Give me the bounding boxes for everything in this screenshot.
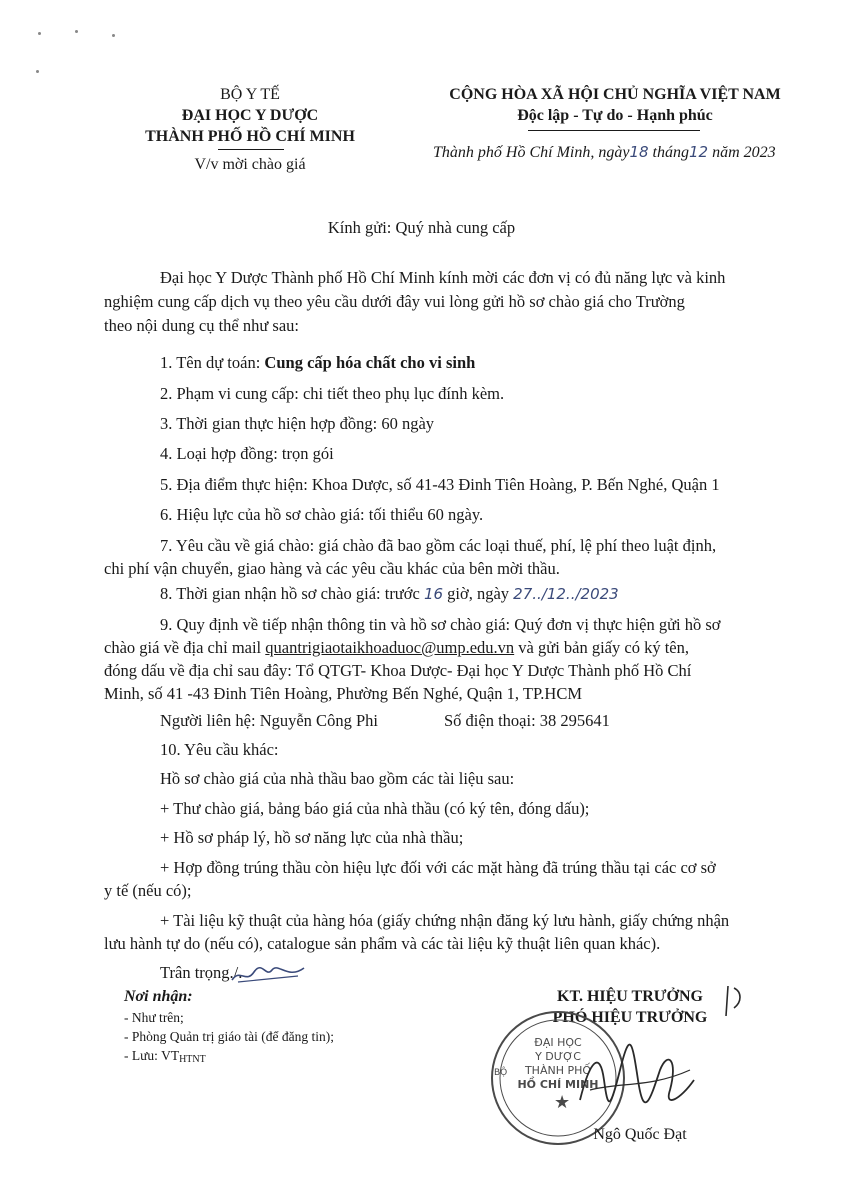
doc-item-1: + Thư chào giá, bảng báo giá của nhà thầu (có ký tên, đóng dấu); (160, 799, 590, 818)
svg-text:★: ★ (554, 1092, 571, 1113)
scan-speck (112, 34, 115, 37)
recipient-3 (124, 1048, 206, 1065)
date-year: năm 2023 (712, 144, 776, 161)
item-10: 10. Yêu cầu khác: (160, 740, 279, 759)
date-month-handwritten: 12 (689, 143, 709, 161)
item-9-line2-suffix: và gửi bản giấy có ký tên, (514, 638, 689, 657)
scan-speck (36, 70, 39, 73)
date-line (433, 143, 776, 162)
initial-scribble (228, 962, 308, 988)
doc-item-4-line1: + Tài liệu kỹ thuật của hàng hóa (giấy chứng nhận đăng ký lưu hành, giấy chứng nhận (160, 911, 730, 930)
recipient-1: - Như trên; (124, 1010, 184, 1025)
stamp-side-text: BỘ (494, 1068, 508, 1078)
closing: Trân trọng./. (160, 963, 243, 982)
recipients-title: Nơi nhận: (124, 988, 193, 1005)
scan-speck (38, 32, 41, 35)
doc-item-3-line1: + Hợp đồng trúng thầu còn hiệu lực đối với các mặt hàng đã trúng thầu tại các cơ sở (160, 858, 716, 877)
intro-line3: theo nội dung cụ thể như sau: (104, 316, 299, 335)
doc-item-4-line2: lưu hành tự do (nếu có), catalogue sản phẩm và các tài liệu kỹ thuật liên quan khác). (104, 934, 661, 953)
item-3: 3. Thời gian thực hiện hợp đồng: 60 ngày (160, 414, 435, 433)
item-8-mid: giờ, ngày (447, 584, 510, 603)
signature-title-1: KT. HIỆU TRƯỞNG (557, 988, 703, 1005)
signer-name: Ngô Quốc Đạt (593, 1126, 687, 1143)
item-9-line3: đóng dấu về địa chỉ sau đây: Tổ QTGT- Khoa Dược- Đại học Y Dược Thành phố Hồ Chí (104, 661, 692, 680)
header-right-rule (528, 130, 700, 131)
intro-line2: nghiệm cung cấp dịch vụ theo yêu cầu dưới đây vui lòng gửi hồ sơ chào giá cho Trường (104, 292, 685, 311)
item-2: 2. Phạm vi cung cấp: chi tiết theo phụ lục đính kèm. (160, 384, 505, 403)
national-motto: Độc lập - Tự do - Hạnh phúc (517, 107, 713, 124)
item-4: 4. Loại hợp đồng: trọn gói (160, 444, 334, 463)
university-name-line2: THÀNH PHỐ HỒ CHÍ MINH (145, 128, 355, 145)
scan-speck (75, 30, 78, 33)
item-1-label: 1. Tên dự toán: (160, 353, 265, 372)
recipient-3-sub: HTNT (179, 1054, 206, 1065)
date-month-label: tháng (652, 144, 689, 161)
header-left-rule (218, 149, 284, 150)
ministry-name: BỘ Y TẾ (220, 86, 280, 103)
email-link[interactable]: quantrigiaotaikhoaduoc@ump.edu.vn (265, 638, 515, 657)
university-name-line1: ĐẠI HỌC Y DƯỢC (181, 107, 319, 124)
deadline-hour-handwritten: 16 (423, 585, 444, 603)
nation-title: CỘNG HÒA XÃ HỘI CHỦ NGHĨA VIỆT NAM (449, 86, 781, 103)
item-7-line1: 7. Yêu cầu về giá chào: giá chào đã bao gồm các loại thuế, phí, lệ phí theo luật định, (160, 536, 717, 555)
stamp-text-1: ĐẠI HỌC (534, 1036, 582, 1049)
item-9-line2 (104, 636, 689, 659)
stamp-text-4: HỒ CHÍ MINH (517, 1078, 599, 1091)
subject-line: V/v mời chào giá (194, 156, 306, 173)
signature-title-2: PHÓ HIỆU TRƯỞNG (552, 1009, 708, 1026)
stamp-text-3: THÀNH PHỐ (524, 1064, 592, 1077)
contact-phone: Số điện thoại: 38 295641 (444, 711, 610, 730)
doc-item-2: + Hồ sơ pháp lý, hồ sơ năng lực của nhà thầu; (160, 828, 464, 847)
recipient-3-prefix: - Lưu: VT (124, 1048, 180, 1063)
item-8-prefix: 8. Thời gian nhận hồ sơ chào giá: trước (160, 584, 420, 603)
stamp-text-2: Y DƯỢC (535, 1050, 581, 1063)
handwritten-signature (560, 1030, 700, 1120)
deadline-date-handwritten: 27../12../2023 (513, 585, 619, 603)
item-1 (160, 351, 475, 374)
item-9-line2-prefix: chào giá về địa chỉ mail (104, 638, 266, 657)
date-prefix: Thành phố Hồ Chí Minh, ngày (433, 144, 630, 161)
initial-mark (720, 982, 750, 1022)
docs-intro: Hồ sơ chào giá của nhà thầu bao gồm các tài liệu sau: (160, 769, 515, 788)
project-name: Cung cấp hóa chất cho vi sinh (264, 353, 476, 372)
item-5: 5. Địa điểm thực hiện: Khoa Dược, số 41-43 Đinh Tiên Hoàng, P. Bến Nghé, Quận 1 (160, 475, 720, 494)
salutation: Kính gửi: Quý nhà cung cấp (327, 218, 516, 237)
item-6: 6. Hiệu lực của hồ sơ chào giá: tối thiểu 60 ngày. (160, 505, 484, 524)
contact-person: Người liên hệ: Nguyễn Công Phi (160, 711, 378, 730)
intro-line1: Đại học Y Dược Thành phố Hồ Chí Minh kính mời các đơn vị có đủ năng lực và kinh (160, 268, 726, 287)
item-8 (160, 582, 619, 606)
item-7-line2: chi phí vận chuyển, giao hàng và các yêu cầu khác của bên mời thầu. (104, 559, 560, 578)
item-9-line1: 9. Quy định về tiếp nhận thông tin và hồ sơ chào giá: Quý đơn vị thực hiện gửi hồ sơ (160, 615, 721, 634)
date-day-handwritten: 18 (629, 143, 649, 161)
recipient-2: - Phòng Quản trị giáo tài (để đăng tin); (124, 1029, 334, 1044)
doc-item-3-line2: y tế (nếu có); (104, 881, 192, 900)
item-9-line4: Minh, số 41 -43 Đinh Tiên Hoàng, Phường Bến Nghé, Quận 1, TP.HCM (104, 684, 583, 703)
